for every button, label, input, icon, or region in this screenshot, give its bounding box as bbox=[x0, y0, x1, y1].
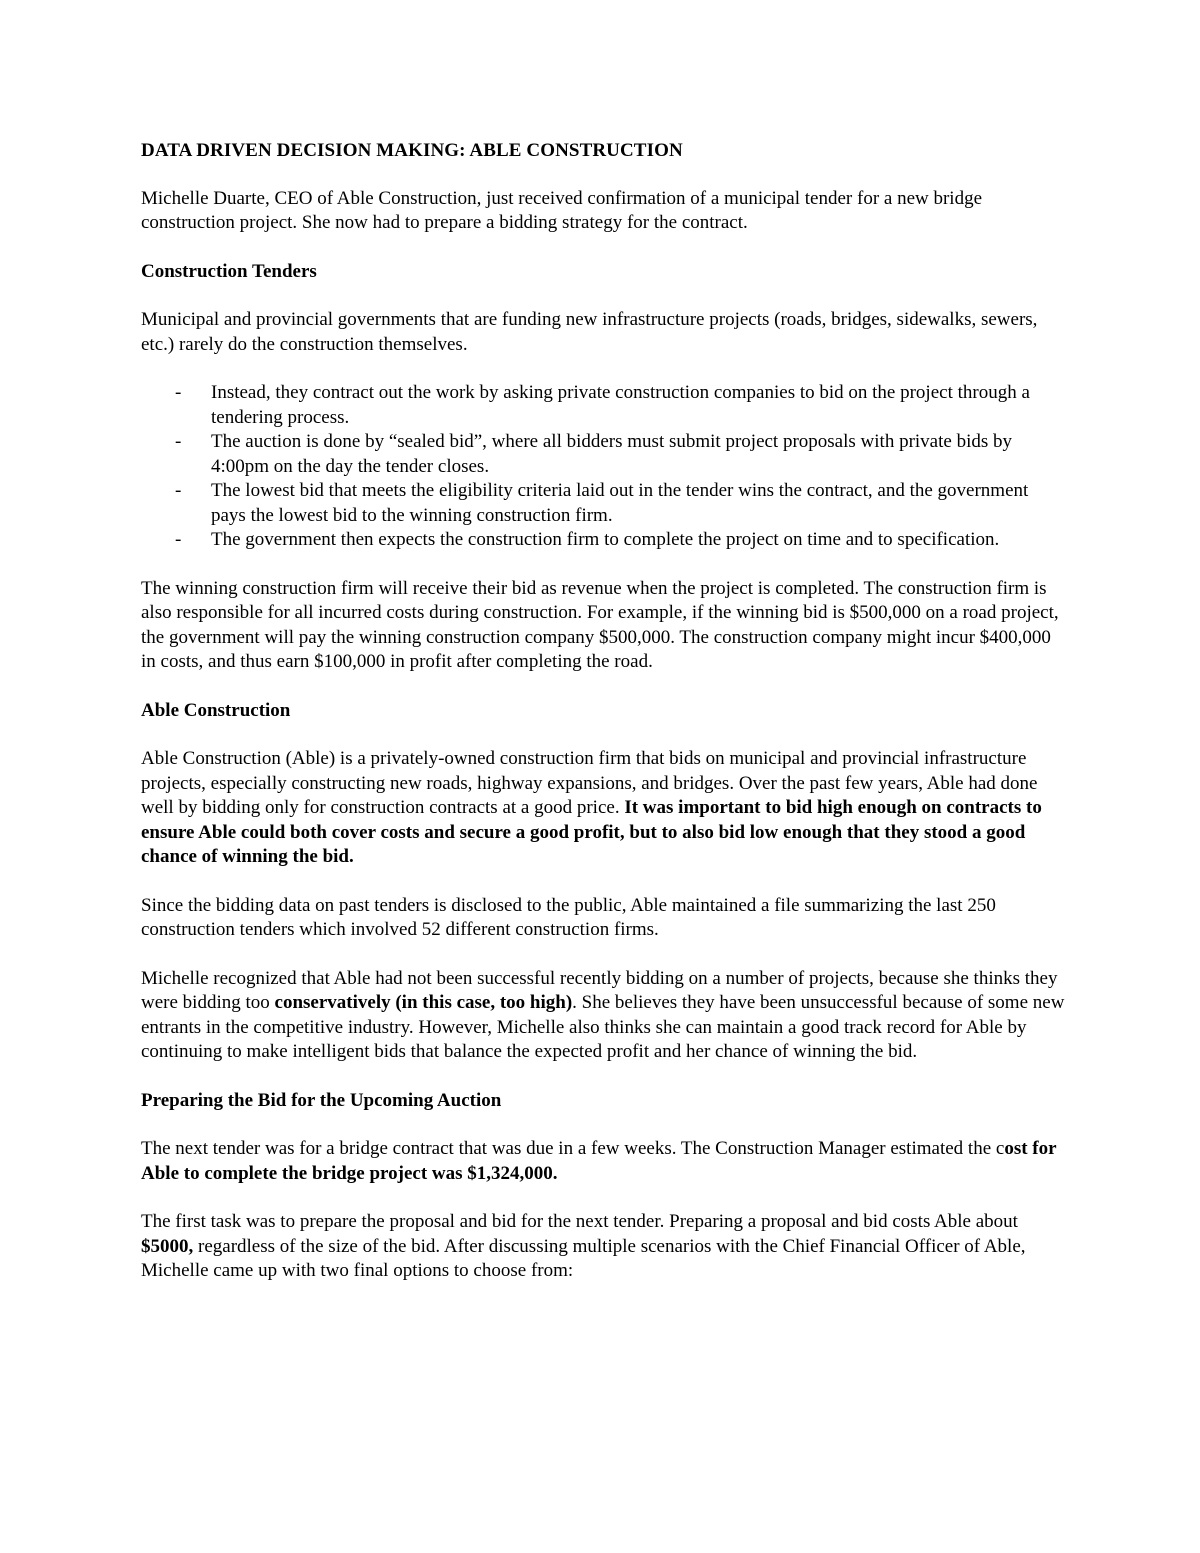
section-heading-able-construction: Able Construction bbox=[141, 699, 291, 721]
able-description-paragraph bbox=[141, 747, 1066, 870]
bridge-cost-emphasis: ost for Able to complete the bridge project was $1,324,000. bbox=[141, 1138, 1057, 1184]
list-item-text: The government then expects the construction firm to complete the project on time and to specification. bbox=[211, 529, 1000, 550]
strategy-text-start: Michelle recognized that Able had not been successful recently bidding on a number of projects, because she thinks they were bidding too bbox=[141, 967, 1058, 1013]
able-description-text: Able Construction (Able) is a privately-owned construction firm that bids on municipal and provincial infrastructure projects, especially constructing new roads, highway expansions, and bridges. Over the past few years, Able had done well by bidding only for construction contracts at a good price. bbox=[141, 748, 1038, 818]
bullet-marker: - bbox=[175, 431, 182, 452]
list-item-text: Instead, they contract out the work by asking private construction companies to bid on the project through a tendering process. bbox=[211, 382, 1030, 428]
bridge-cost-text: The next tender was for a bridge contract that was due in a few weeks. The Construction Manager estimated the c bbox=[141, 1138, 1005, 1159]
list-item-text: The auction is done by “sealed bid”, where all bidders must submit project proposals with private bids by 4:00pm on the day the tender closes. bbox=[211, 431, 1012, 477]
revenue-example-paragraph: The winning construction firm will receive their bid as revenue when the project is completed. The construction firm is also responsible for all incurred costs during construction. For example, if the winning bid is $500,000 on a road project, the government will pay the winning construction company $500,000. The construction company might incur $400,000 in costs, and thus earn $100,000 in profit after completing the road. bbox=[141, 577, 1059, 672]
proposal-cost-text-start: The first task was to prepare the proposal and bid for the next tender. Preparing a proposal and bid costs Able about bbox=[141, 1211, 1018, 1232]
bullet-marker: - bbox=[175, 382, 182, 403]
proposal-cost-text-end: regardless of the size of the bid. After discussing multiple scenarios with the Chief Financial Officer of Able, Michelle came up with two final options to choose from: bbox=[141, 1235, 1026, 1281]
intro-paragraph: Michelle Duarte, CEO of Able Construction, just received confirmation of a municipal tender for a new bridge construction project. She now had to prepare a bidding strategy for the contract. bbox=[141, 187, 983, 233]
list-item bbox=[175, 528, 1066, 553]
list-item bbox=[175, 479, 1066, 528]
document-title: DATA DRIVEN DECISION MAKING: ABLE CONSTRUCTION bbox=[141, 140, 683, 161]
bridge-cost-paragraph bbox=[141, 1137, 1066, 1186]
bullet-marker: - bbox=[175, 480, 182, 501]
michelle-strategy-paragraph bbox=[141, 967, 1066, 1065]
list-item-text: The lowest bid that meets the eligibility criteria laid out in the tender wins the contract, and the government pays the lowest bid to the winning construction firm. bbox=[211, 480, 1029, 526]
section-heading-preparing-bid: Preparing the Bid for the Upcoming Auction bbox=[141, 1089, 502, 1111]
strategy-text-end: . She believes they have been unsuccessful because of some new entrants in the competitive industry. However, Michelle also thinks she can maintain a good track record for Able by continuing to make intelligent bids that balance the expected profit and her chance of winning the bid. bbox=[141, 992, 1065, 1062]
strategy-emphasis: conservatively (in this case, too high) bbox=[274, 992, 573, 1013]
bullet-marker: - bbox=[175, 529, 182, 550]
document-page bbox=[141, 139, 1066, 1308]
list-item bbox=[175, 430, 1066, 479]
able-description-emphasis: It was important to bid high enough on contracts to ensure Able could both cover costs and secure a good profit, but to also bid low enough that they stood a good chance of winning the bid. bbox=[141, 797, 1042, 867]
tenders-paragraph: Municipal and provincial governments that are funding new infrastructure projects (roads, bridges, sidewalks, sewers, etc.) rarely do the construction themselves. bbox=[141, 309, 1038, 355]
list-item bbox=[175, 381, 1066, 430]
bidding-data-paragraph: Since the bidding data on past tenders is disclosed to the public, Able maintained a file summarizing the last 250 construction tenders which involved 52 different construction firms. bbox=[141, 894, 996, 940]
proposal-cost-emphasis: $5000, bbox=[141, 1235, 194, 1257]
proposal-cost-paragraph bbox=[141, 1210, 1066, 1284]
tenders-bullet-list bbox=[141, 381, 1066, 553]
section-heading-construction-tenders: Construction Tenders bbox=[141, 260, 317, 282]
